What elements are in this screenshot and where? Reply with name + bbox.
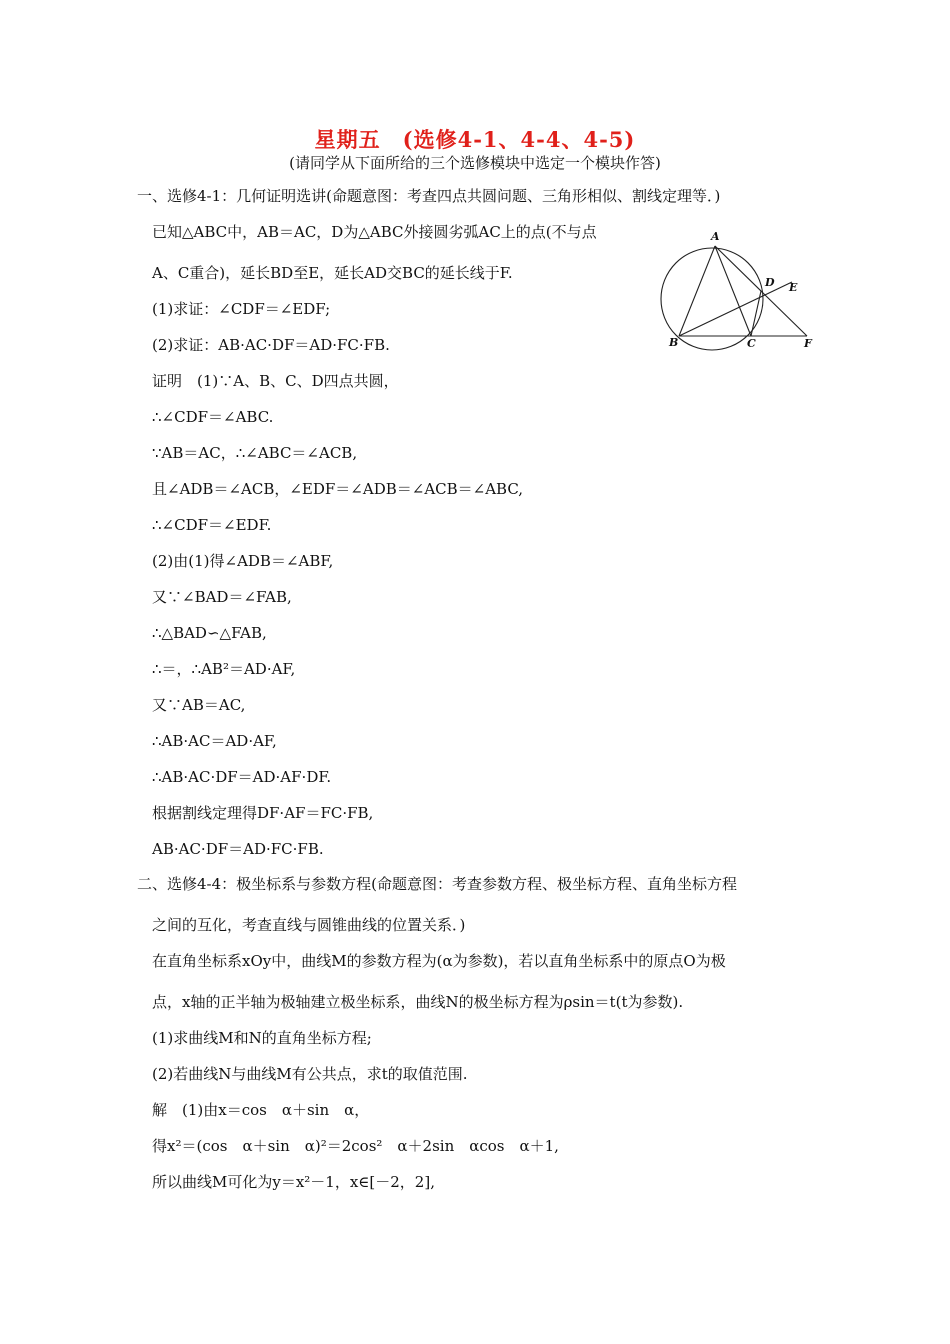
text-line: ∴△BAD∽△FAB,: [152, 624, 267, 642]
segment-cd: [751, 291, 761, 336]
text-line: A、C重合)，延长BD至E，延长AD交BC的延长线于F.: [152, 264, 513, 282]
label-f: F: [804, 337, 812, 350]
label-e: E: [789, 281, 798, 294]
text-line: 解 (1)由x＝cos α＋sin α，: [152, 1101, 370, 1119]
text-line: ∴AB·AC·DF＝AD·AF·DF.: [152, 768, 332, 786]
text-line: 又∵∠BAD＝∠FAB,: [152, 588, 292, 606]
geometry-figure: [655, 226, 825, 356]
text-line: 在直角坐标系xOy中，曲线M的参数方程为(α为参数)，若以直角坐标系中的原点O为极: [152, 952, 726, 970]
page-subtitle: (请同学从下面所给的三个选修模块中选定一个模块作答): [289, 154, 661, 172]
label-a: A: [711, 230, 720, 243]
circumcircle: [661, 248, 763, 350]
text-line: 证明 (1)∵A、B、C、D四点共圆，: [152, 372, 399, 390]
text-line: 且∠ADB＝∠ACB，∠EDF＝∠ADB＝∠ACB＝∠ABC,: [152, 480, 524, 498]
text-line: ∴∠CDF＝∠ABC.: [152, 408, 274, 426]
text-line: (1)求证：∠CDF＝∠EDF;: [152, 300, 331, 318]
segment-ab: [679, 246, 715, 336]
text-line: 根据割线定理得DF·AF＝FC·FB,: [152, 804, 374, 822]
text-line: 得x²＝(cos α＋sin α)²＝2cos² α＋2sin αcos α＋1,: [152, 1137, 559, 1155]
text-line: 之间的互化，考查直线与圆锥曲线的位置关系．): [152, 916, 466, 934]
text-line: ∴AB·AC＝AD·AF,: [152, 732, 277, 750]
text-line: AB·AC·DF＝AD·FC·FB.: [152, 840, 324, 858]
label-b: B: [669, 336, 679, 349]
text-line: ∴＝，∴AB²＝AD·AF,: [152, 660, 296, 678]
text-line: 一、选修4-1：几何证明选讲(命题意图：考查四点共圆问题、三角形相似、割线定理等．): [137, 187, 721, 205]
text-line: (2)若曲线N与曲线M有公共点，求t的取值范围.: [152, 1065, 468, 1083]
text-line: (1)求曲线M和N的直角坐标方程;: [152, 1029, 372, 1047]
text-line: 所以曲线M可化为y＝x²－1，x∈[－2，2],: [152, 1173, 435, 1191]
text-line: 已知△ABC中，AB＝AC，D为△ABC外接圆劣弧AC上的点(不与点: [152, 223, 597, 241]
text-line: ∵AB＝AC，∴∠ABC＝∠ACB,: [152, 444, 358, 462]
text-line: (2)求证：AB·AC·DF＝AD·FC·FB.: [152, 336, 390, 354]
text-line: 二、选修4-4：极坐标系与参数方程(命题意图：考查参数方程、极坐标方程、直角坐标方程: [137, 875, 738, 893]
text-line: ∴∠CDF＝∠EDF.: [152, 516, 272, 534]
text-line: (2)由(1)得∠ADB＝∠ABF,: [152, 552, 334, 570]
page-title: 星期五 (选修4-1、4-4、4-5): [314, 127, 636, 152]
segment-ac: [715, 246, 751, 336]
text-line: 又∵AB＝AC,: [152, 696, 246, 714]
segment-be: [679, 282, 792, 336]
text-line: 点，x轴的正半轴为极轴建立极坐标系，曲线N的极坐标方程为ρsin＝t(t为参数).: [152, 993, 684, 1011]
label-d: D: [765, 276, 775, 289]
label-c: C: [747, 337, 756, 350]
